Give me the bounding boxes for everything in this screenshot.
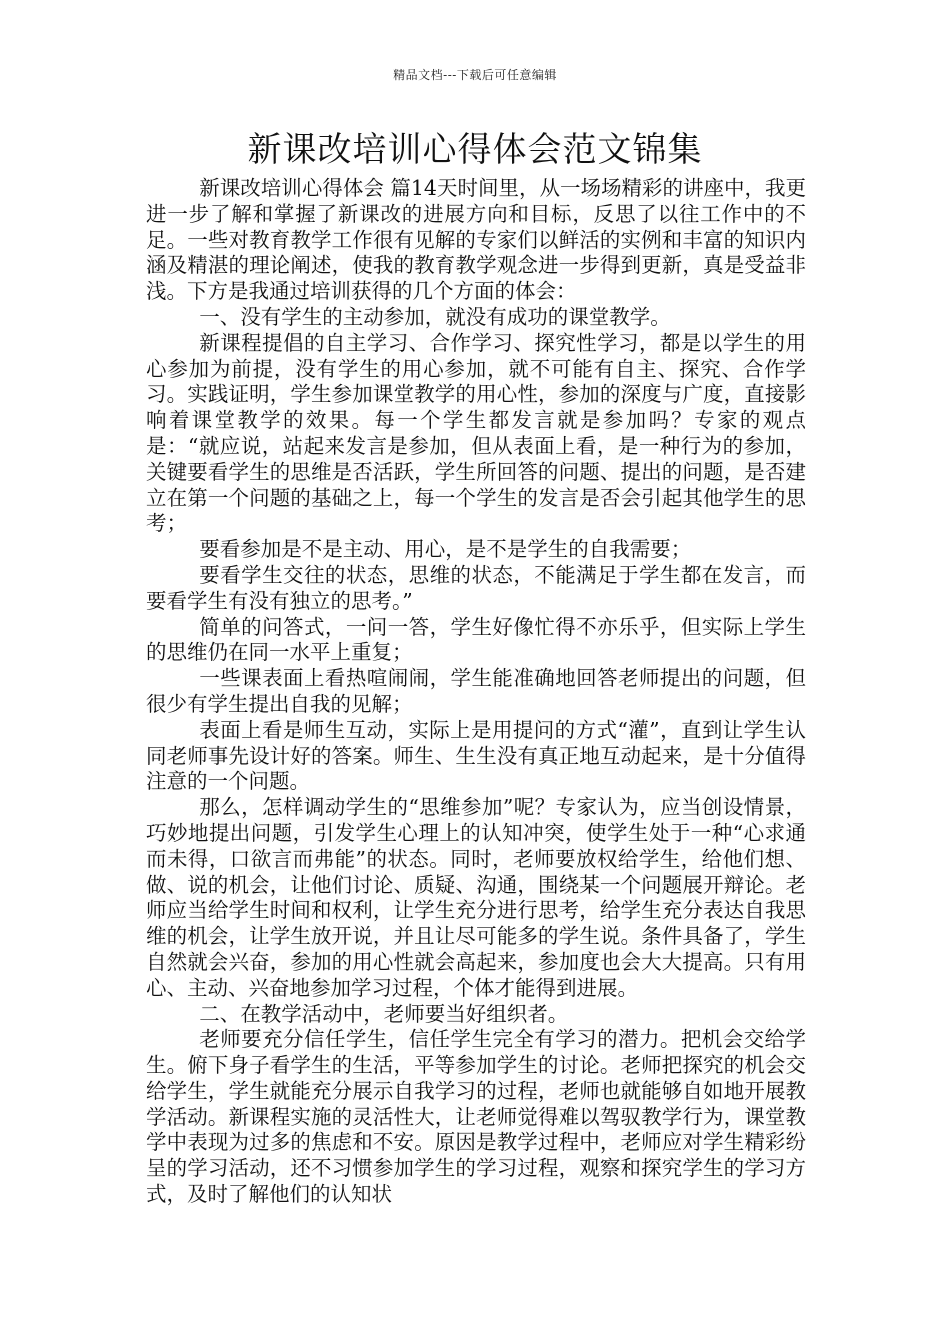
- paragraph: 新课改培训心得体会 篇14天时间里，从一场场精彩的讲座中，我更进一步了解和掌握了新课改的进展方向和目标，反思了以往工作中的不足。一些对教育教学工作很有见解的专家们以鲜活的实例和丰富的知识内涵及精湛的理论阐述，使我的教育教学观念进一步得到更新，真是受益非浅。下方是我通过培训获得的几个方面的体会：: [146, 176, 806, 304]
- paragraph: 简单的问答式，一问一答，学生好像忙得不亦乐乎，但实际上学生的思维仍在同一水平上重复；: [146, 614, 806, 665]
- paragraph: 表面上看是师生互动，实际上是用提问的方式“灌”，直到让学生认同老师事先设计好的答案。师生、生生没有真正地互动起来，是十分值得注意的一个问题。: [146, 717, 806, 794]
- section-heading: 二、在教学活动中，老师要当好组织者。: [199, 1001, 569, 1026]
- paragraph: 那么，怎样调动学生的“思维参加”呢？专家认为，应当创设情景，巧妙地提出问题，引发学生心理上的认知冲突，使学生处于一种“心求通而未得，口欲言而弗能”的状态。同时，老师要放权给学生，给他们想、做、说的机会，让他们讨论、质疑、沟通，围绕某一个问题展开辩论。老师应当给学生时间和权利，让学生充分进行思考，给学生充分表达自我思维的机会，让学生放开说，并且让尽可能多的学生说。条件具备了，学生自然就会兴奋，参加的用心性就会高起来，参加度也会大大提高。只有用心、主动、兴奋地参加学习过程，个体才能得到进展。: [146, 795, 806, 1000]
- header-note: 精品文档---下载后可任意编辑: [393, 68, 557, 82]
- document-body: [146, 176, 806, 1208]
- paragraph: 一些课表面上看热喧闹闹，学生能准确地回答老师提出的问题，但很少有学生提出自我的见解；: [146, 666, 806, 716]
- document-title: 新课改培训心得体会范文锦集: [247, 130, 703, 170]
- section-heading: 一、没有学生的主动参加，就没有成功的课堂教学。: [199, 304, 671, 329]
- paragraph: 新课程提倡的自主学习、合作学习、探究性学习，都是以学生的用心参加为前提，没有学生的用心参加，就不可能有自主、探究、合作学习。实践证明，学生参加课堂教学的用心性，参加的深度与广度，直接影响着课堂教学的效果。每一个学生都发言就是参加吗？专家的观点是：“就应说，站起来发言是参加，但从表面上看，是一种行为的参加，关键要看学生的思维是否活跃，学生所回答的问题、提出的问题，是否建立在第一个问题的基础之上，每一个学生的发言是否会引起其他学生的思考；: [146, 330, 806, 536]
- paragraph: 要看参加是不是主动、用心，是不是学生的自我需要；: [199, 537, 692, 562]
- paragraph: 老师要充分信任学生，信任学生完全有学习的潜力。把机会交给学生。俯下身子看学生的生活，平等参加学生的讨论。老师把探究的机会交给学生，学生就能充分展示自我学习的过程，老师也就能够自如地开展教学活动。新课程实施的灵活性大，让老师觉得难以驾驭教学行为，课堂教学中表现为过多的焦虑和不安。原因是教学过程中，老师应对学生精彩纷呈的学习活动，还不习惯参加学生的学习过程，观察和探究学生的学习方式，及时了解他们的认知状: [146, 1027, 806, 1207]
- paragraph: 要看学生交往的状态，思维的状态，不能满足于学生都在发言，而要看学生有没有独立的思考。”: [146, 562, 806, 613]
